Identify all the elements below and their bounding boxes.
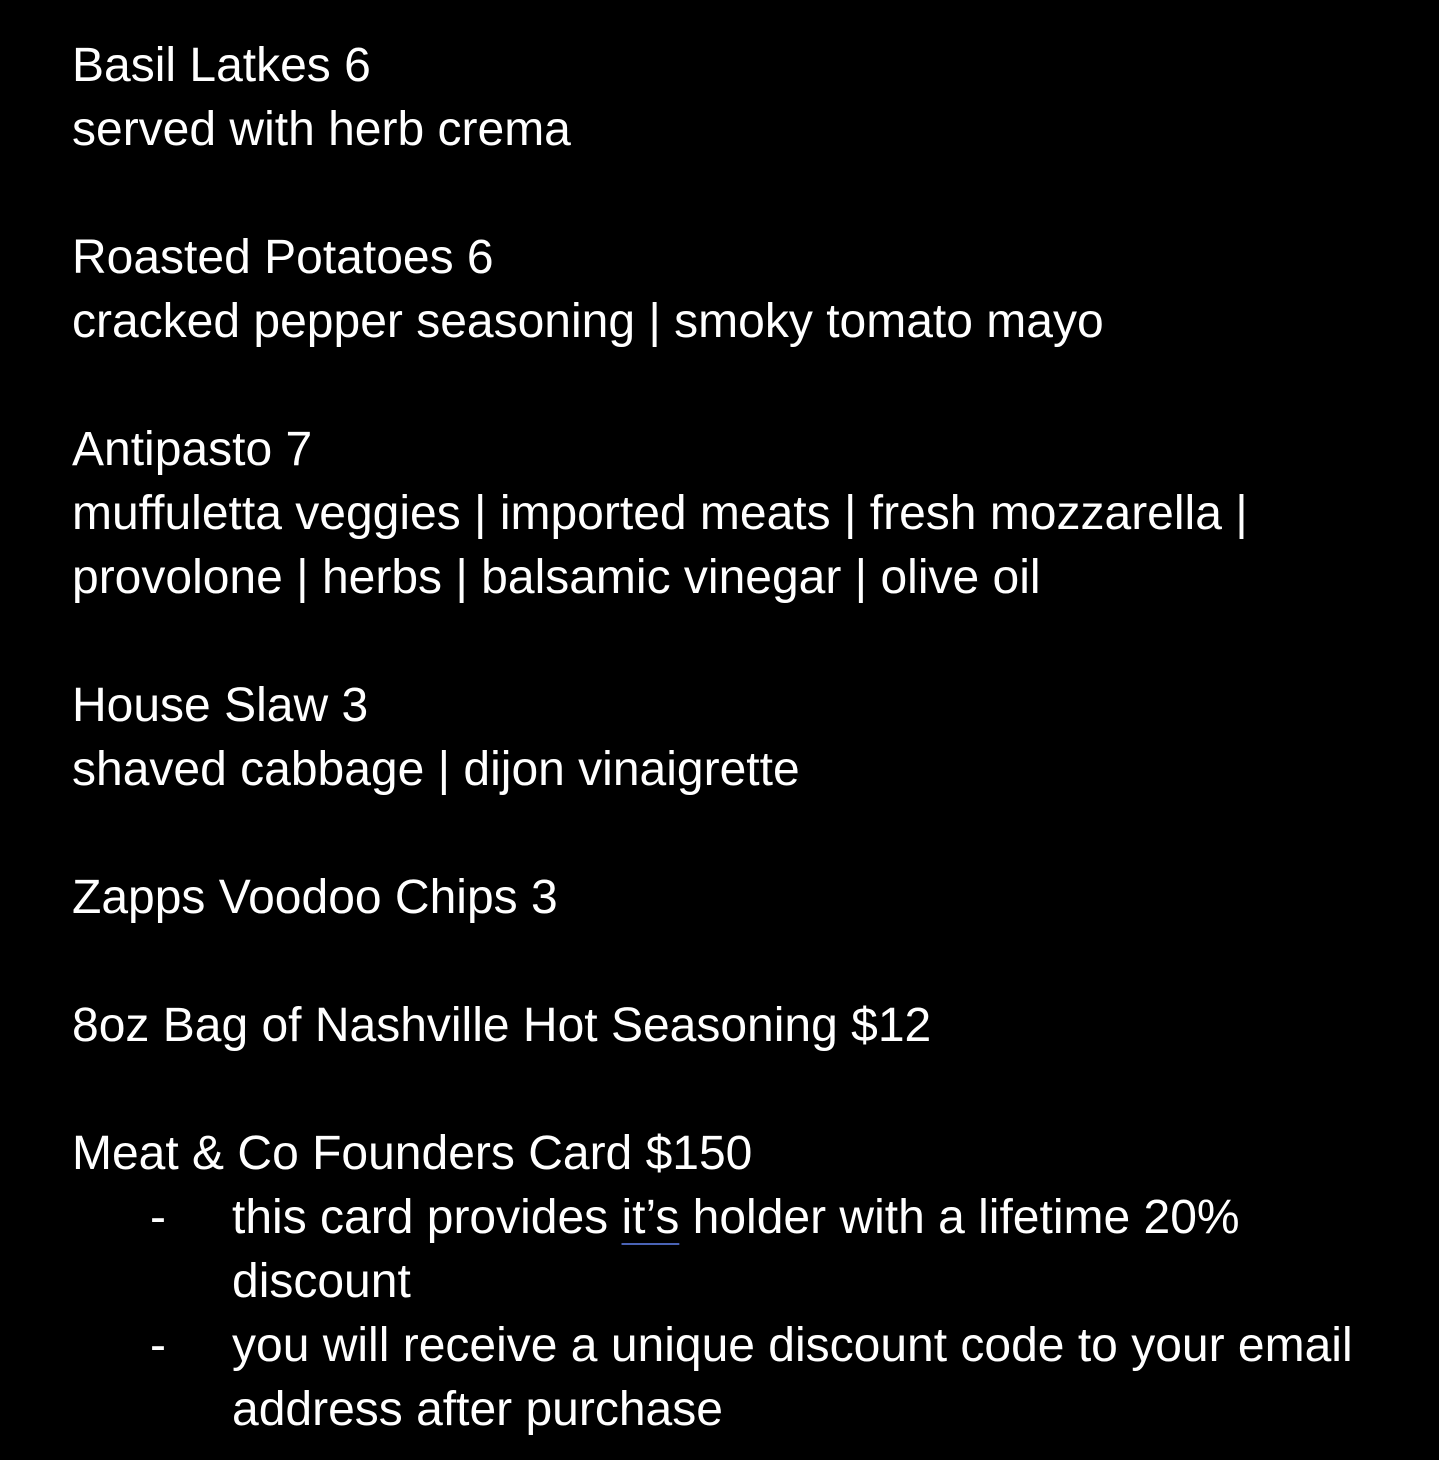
menu-item-description: served with herb crema	[72, 103, 571, 156]
menu-item-title: House Slaw 3	[72, 679, 369, 732]
menu-item-title: Antipasto 7	[72, 423, 313, 476]
menu-item-founders-card	[72, 1122, 1412, 1442]
menu-item-description: shaved cabbage | dijon vinaigrette	[72, 743, 800, 796]
menu-item-title: Basil Latkes 6	[72, 39, 371, 92]
menu-item-nashville-hot-seasoning	[72, 994, 1412, 1058]
menu-item-title: Meat & Co Founders Card $150	[72, 1127, 753, 1180]
menu-item-description: provolone | herbs | balsamic vinegar | olive oil	[72, 551, 1041, 604]
menu-item-basil-latkes	[72, 34, 1412, 162]
bullet-item	[72, 1186, 1382, 1314]
menu-item-roasted-potatoes	[72, 226, 1412, 354]
bullet-text: you will receive a unique discount code to your email address after purchase	[232, 1319, 1353, 1436]
menu-item-antipasto	[72, 418, 1412, 610]
bullet-item	[72, 1314, 1382, 1442]
menu-item-zapps-voodoo-chips	[72, 866, 1412, 930]
menu-item-description: muffuletta veggies | imported meats | fresh mozzarella |	[72, 487, 1248, 540]
menu-item-house-slaw	[72, 674, 1412, 802]
underlined-word: it’s	[621, 1191, 680, 1244]
founders-card-details	[72, 1186, 1412, 1442]
menu-item-title: 8oz Bag of Nashville Hot Seasoning $12	[72, 999, 932, 1052]
bullet-text-after: holder with a lifetime 20% discount	[232, 1191, 1240, 1308]
menu-item-description: cracked pepper seasoning | smoky tomato mayo	[72, 295, 1104, 348]
menu-list	[72, 34, 1412, 1442]
bullet-dash: -	[150, 1319, 166, 1372]
menu-item-title: Zapps Voodoo Chips 3	[72, 871, 558, 924]
bullet-text-before: this card provides	[232, 1191, 622, 1244]
menu-item-title: Roasted Potatoes 6	[72, 231, 494, 284]
bullet-dash: -	[150, 1191, 166, 1244]
